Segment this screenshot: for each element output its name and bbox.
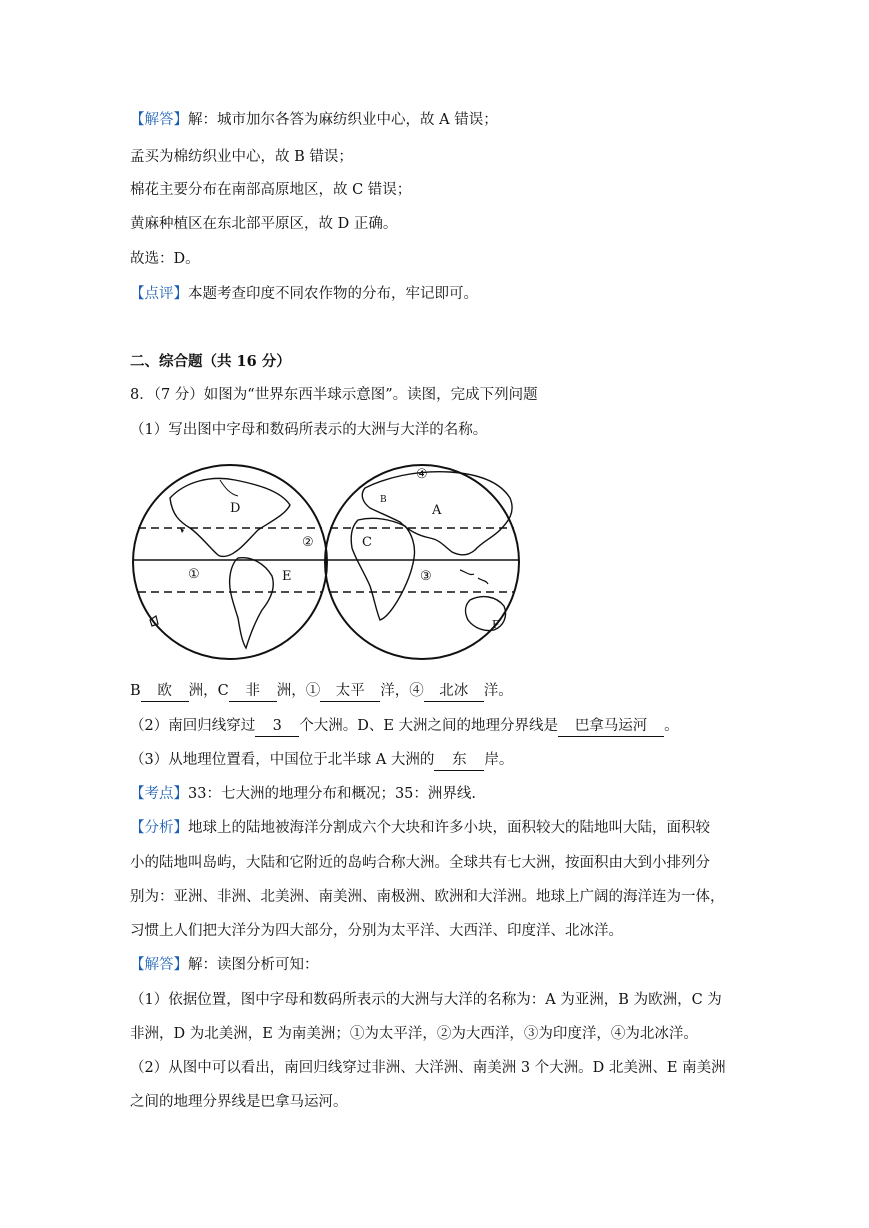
eastern-hemisphere bbox=[325, 465, 519, 659]
solution-p1-line-2: 非洲，D 为北美洲，E 为南美洲；①为太平洋，②为大西洋，③为印度洋，④为北冰洋。 bbox=[130, 1026, 698, 1042]
analysis-line-1 bbox=[130, 818, 710, 838]
blank-ocean-1: 太平 bbox=[320, 681, 380, 702]
solution-tag: 【解答】 bbox=[130, 957, 188, 973]
label-ocean-1: ① bbox=[188, 567, 200, 582]
label-C: C bbox=[362, 535, 372, 550]
label-ocean-2: ② bbox=[302, 535, 314, 550]
comment-line bbox=[130, 284, 478, 304]
blank-B: 欧 bbox=[141, 681, 189, 702]
answer-text: 解：城市加尔各答为麻纺织业中心，故 A 错误； bbox=[188, 112, 498, 128]
blank-ocean-4: 北冰 bbox=[424, 681, 484, 702]
comment-tag: 【点评】 bbox=[130, 286, 188, 302]
answer-line-1 bbox=[130, 110, 498, 130]
text-end-1: 洋。 bbox=[483, 683, 513, 699]
analysis-tag: 【分析】 bbox=[130, 820, 188, 836]
text-q2-suffix: 。 bbox=[664, 718, 679, 734]
solution-p2-line-1: （2）从图中可以看出，南回归线穿过非洲、大洋洲、南美洲 3 个大洲。D 北美洲、E 南美洲 bbox=[130, 1060, 726, 1076]
sub-question-1: （1）写出图中字母和数码所表示的大洲与大洋的名称。 bbox=[130, 422, 488, 438]
text-B: B bbox=[130, 683, 141, 699]
analysis-line-2: 小的陆地叫岛屿，大陆和它附近的岛屿合称大洲。全球共有七大洲，按面积由大到小排列分 bbox=[130, 855, 710, 871]
label-D: D bbox=[230, 501, 241, 516]
north-america-shape bbox=[170, 478, 290, 556]
text-q3-suffix: 岸。 bbox=[484, 752, 514, 768]
text-ocean-4: 洋，④ bbox=[380, 683, 424, 699]
text-q2-prefix: （2）南回归线穿过 bbox=[130, 718, 256, 734]
blank-count: 3 bbox=[255, 716, 299, 737]
label-B: B bbox=[380, 495, 387, 505]
kaodian-tag: 【考点】 bbox=[130, 786, 188, 802]
analysis-line-4: 习惯上人们把大洋分为四大部分，分别为太平洋、大西洋、印度洋、北冰洋。 bbox=[130, 923, 623, 939]
fill-answer-line-3 bbox=[130, 750, 513, 771]
western-hemisphere bbox=[133, 465, 327, 659]
text-ocean-1: 洲，① bbox=[276, 683, 321, 699]
solution-line-intro bbox=[130, 955, 319, 975]
text-q2-middle: 个大洲。D、E 大洲之间的地理分界线是 bbox=[299, 718, 559, 734]
africa-shape bbox=[351, 518, 414, 620]
hemispheres-map bbox=[130, 460, 525, 665]
label-ocean-3: ③ bbox=[420, 569, 432, 584]
south-america-shape bbox=[230, 558, 274, 648]
label-E: E bbox=[282, 569, 292, 584]
analysis-line-3: 别为：亚洲、非洲、北美洲、南美洲、南极洲、欧洲和大洋洲。地球上广阔的海洋连为一体， bbox=[130, 889, 725, 905]
kaodian-line bbox=[130, 784, 476, 804]
solution-p2-line-2: 之间的地理分界线是巴拿马运河。 bbox=[130, 1094, 348, 1110]
text-C: 洲，C bbox=[188, 683, 229, 699]
label-F: F bbox=[492, 618, 500, 631]
section-heading: 二、综合题（共 16 分） bbox=[130, 353, 291, 370]
comment-text: 本题考查印度不同农作物的分布，牢记即可。 bbox=[188, 286, 478, 302]
fill-answer-line-1 bbox=[130, 681, 513, 702]
answer-tag: 【解答】 bbox=[130, 112, 188, 128]
question-stem: 8．（7 分）如图为“世界东西半球示意图”。读图，完成下列问题 bbox=[130, 387, 538, 403]
answer-line-4: 黄麻种植区在东北部平原区，故 D 正确。 bbox=[130, 216, 398, 232]
answer-line-3: 棉花主要分布在南部高原地区，故 C 错误； bbox=[130, 182, 412, 198]
text-q3-prefix: （3）从地理位置看，中国位于北半球 A 大洲的 bbox=[130, 752, 435, 768]
analysis-text-1: 地球上的陆地被海洋分割成六个大块和许多小块，面积较大的陆地叫大陆，面积较 bbox=[188, 820, 710, 836]
answer-line-5: 故选：D。 bbox=[130, 251, 200, 267]
answer-line-2: 孟买为棉纺织业中心，故 B 错误； bbox=[130, 149, 353, 165]
solution-p1-line-1: （1）依据位置，图中字母和数码所表示的大洲与大洋的名称为：A 为亚洲，B 为欧洲，C 为 bbox=[130, 992, 722, 1008]
label-A: A bbox=[432, 503, 442, 518]
blank-C: 非 bbox=[229, 681, 277, 702]
label-ocean-4: ④ bbox=[416, 467, 428, 482]
solution-intro: 解：读图分析可知： bbox=[188, 957, 319, 973]
fill-answer-line-2 bbox=[130, 716, 679, 737]
kaodian-text: 33：七大洲的地理分布和概况；35：洲界线. bbox=[188, 786, 477, 802]
blank-coast: 东 bbox=[434, 750, 484, 771]
blank-boundary: 巴拿马运河 bbox=[558, 716, 664, 737]
